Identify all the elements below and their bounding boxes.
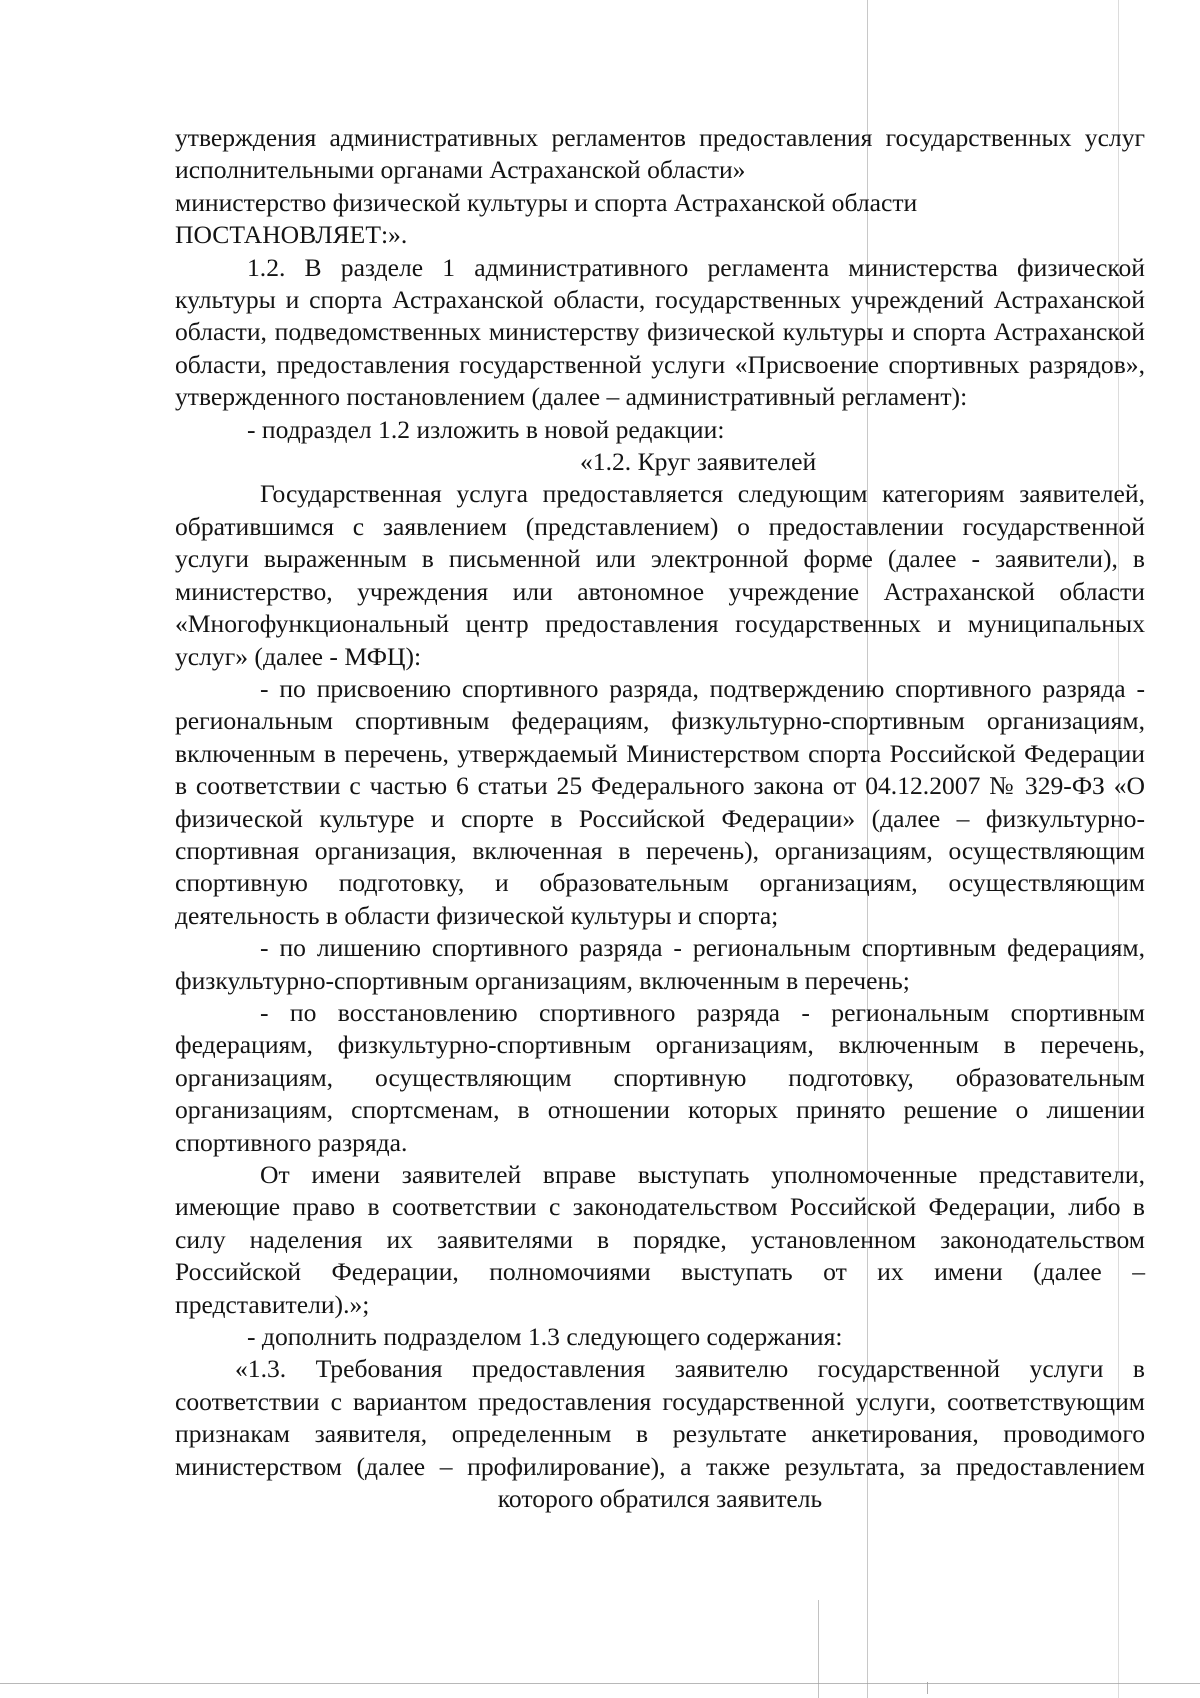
paragraph-subsection-1-2-new-edition: - подраздел 1.2 изложить в новой редакции: [247, 414, 725, 444]
paragraph-section-1-2: 1.2. В разделе 1 административного регламента министерства физической культуры и спорта Астраханской области, государственных учреждений Астраханской области, подведомственных министерству физической культуры и спорта Астраханской области, предоставления государственной услуги «Присвоение спортивных разрядов», утвержденного постановлением (далее – административный регламент): [175, 252, 1145, 412]
paragraph-assignment-of-rank: - по присвоению спортивного разряда, подтверждению спортивного разряда - региональным спортивным федерациям, физкультурно-спортивным организациям, включенным в перечень, утверждаемый Министерством спорта Российской Федерации в соответствии с частью 6 статьи 25 Федерального закона от 04.12.2007 № 329-ФЗ «О физической культуре и спорте в Российской Федерации» (далее – физкультурно-спортивная организация, включенная в перечень), организациям, осуществляющим спортивную подготовку, и образовательным организациям, осуществляющим деятельность в области физической культуры и спорта; [175, 673, 1145, 930]
heading-applicants: «1.2. Круг заявителей [580, 447, 817, 477]
paragraph-section-1-3-requirements: «1.3. Требования предоставления заявителю государственной услуги в соответствии с вариантом предоставления государственной услуги, соответствующим признакам заявителя, определенным в результате анкетирования, проводимого министерством (далее – профилирование), а также результата, за предоставлением которого обратился заявитель [175, 1354, 1145, 1514]
scan-artifact-tick [927, 1682, 928, 1694]
scan-artifact-horizontal-line [0, 1683, 1200, 1684]
paragraph-restoration-of-rank: - по восстановлению спортивного разряда - региональным спортивным федерациям, физкультурно-спортивным организациям, включенным в перечень, организациям, осуществляющим спортивную подготовку, образовательным организациям, спортсменам, в отношении которых принято решение о лишении спортивного разряда. [175, 997, 1145, 1157]
paragraph-intro-continuation: утверждения административных регламентов предоставления государственных услуг исполнительными органами Астраханской области» [175, 123, 1145, 185]
document-body [175, 122, 1145, 1515]
paragraph-service-provision: Государственная услуга предоставляется следующим категориям заявителей, обратившимся с заявлением (представлением) о предоставлении государственной услуги выраженным в письменной или электронной форме (далее - заявители), в министерство, учреждения или автономное учреждение Астраханской области «Многофункциональный центр предоставления государственных и муниципальных услуг» (далее - МФЦ): [175, 479, 1145, 671]
paragraph-ministry: министерство физической культуры и спорта Астраханской области [175, 187, 918, 217]
paragraph-representatives: От имени заявителей вправе выступать уполномоченные представители, имеющие право в соответствии с законодательством Российской Федерации, либо в силу наделения их заявителями в порядке, установленном законодательством Российской Федерации, полномочиями выступать от их имени (далее – представители).»; [175, 1160, 1145, 1319]
paragraph-add-subsection-1-3: - дополнить подразделом 1.3 следующего содержания: [247, 1322, 843, 1352]
paragraph-deprivation-of-rank: - по лишению спортивного разряда - региональным спортивным федерациям, физкультурно-спортивным организациям, включенным в перечень; [175, 933, 1145, 995]
paragraph-resolves: ПОСТАНОВЛЯЕТ:». [175, 220, 408, 250]
